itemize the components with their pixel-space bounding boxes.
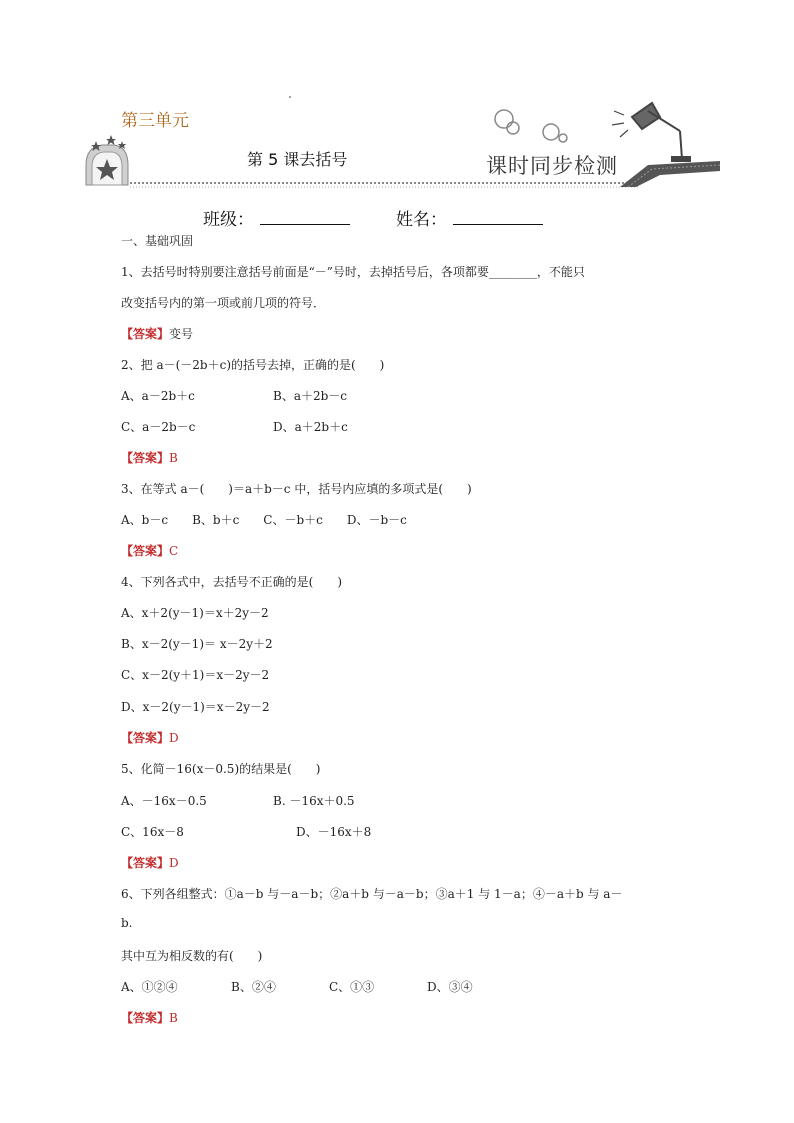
unit-label: 第三单元	[121, 111, 189, 131]
q3-options: A、b－c B、b＋c C、－b＋c D、－b－c	[121, 513, 407, 527]
q4-stem: 4、下列各式中，去括号不正确的是( )	[121, 575, 342, 589]
desk-lamp-icon	[612, 103, 690, 161]
q4-option-c: C、x－2(y＋1)＝x－2y－2	[121, 668, 270, 682]
answer-label: 【答案】	[121, 327, 170, 341]
q5-option-a: A、－16x－0.5	[121, 794, 207, 808]
q6-line3: 其中互为相反数的有( )	[121, 949, 263, 963]
name-blank	[453, 210, 543, 225]
bubbles-icon	[495, 110, 567, 142]
answer-value: 变号	[169, 327, 194, 341]
star-badge-icon	[86, 135, 128, 185]
q4-option-d: D、x－2(y－1)＝x－2y－2	[121, 700, 270, 714]
lesson-title: 第 5 课去括号	[247, 150, 348, 169]
q5-option-b: B. －16x＋0.5	[273, 794, 355, 808]
q1-line2: 改变括号内的第一项或前几项的符号．	[121, 296, 326, 310]
q4-answer	[121, 729, 179, 746]
section-title: 一、基础巩固	[121, 234, 194, 248]
q1-line1: 1、去括号时特别要注意括号前面是“－”号时，去掉括号后，各项都要________，不能只	[121, 265, 585, 279]
class-blank	[260, 210, 350, 225]
answer-value: B	[169, 451, 178, 465]
answer-label: 【答案】	[121, 856, 170, 870]
q3-answer	[121, 542, 178, 559]
q3-stem: 3、在等式 a－( )＝a＋b－c 中，括号内应填的多项式是( )	[121, 482, 472, 496]
answer-label: 【答案】	[121, 1011, 170, 1025]
answer-value: C	[169, 544, 179, 558]
q4-option-b: B、x－2(y－1)＝ x－2y＋2	[121, 637, 273, 651]
q6-line1: 6、下列各组整式：①a－b 与－a－b；②a＋b 与－a－b；③a＋1 与 1－a；④－a＋b 与 a－	[121, 887, 623, 901]
q5-option-c: C、16x－8	[121, 825, 184, 839]
answer-value: D	[169, 856, 179, 870]
q5-answer	[121, 854, 179, 871]
q6-option-c: C、①③	[329, 980, 375, 994]
class-field	[203, 205, 350, 230]
name-label: 姓名：	[396, 210, 447, 230]
answer-value: B	[169, 1011, 178, 1025]
answer-label: 【答案】	[121, 451, 170, 465]
q2-stem: 2、把 a－(－2b＋c)的括号去掉，正确的是( )	[121, 358, 385, 372]
q6-option-d: D、③④	[427, 980, 473, 994]
q6-option-b: B、②④	[231, 980, 276, 994]
q2-option-a: A、a－2b＋c	[121, 389, 195, 403]
class-label: 班级：	[203, 210, 254, 230]
banner-title: 课时同步检测	[486, 154, 618, 178]
answer-label: 【答案】	[121, 731, 170, 745]
q2-answer	[121, 449, 178, 466]
q5-stem: 5、化简－16(x－0.5)的结果是( )	[121, 762, 321, 776]
q6-answer	[121, 1009, 178, 1026]
q5-option-d: D、－16x＋8	[296, 825, 372, 839]
q4-option-a: A、x＋2(y－1)＝x＋2y－2	[121, 606, 269, 620]
answer-value: D	[169, 731, 179, 745]
q6-line2: b.	[121, 916, 133, 930]
answer-label: 【答案】	[121, 544, 170, 558]
name-field	[396, 205, 543, 230]
q2-option-c: C、a－2b－c	[121, 420, 196, 434]
q2-option-b: B、a＋2b－c	[273, 389, 348, 403]
q6-option-a: A、①②④	[121, 980, 178, 994]
q1-answer	[121, 325, 193, 342]
q2-option-d: D、a＋2b＋c	[273, 420, 348, 434]
